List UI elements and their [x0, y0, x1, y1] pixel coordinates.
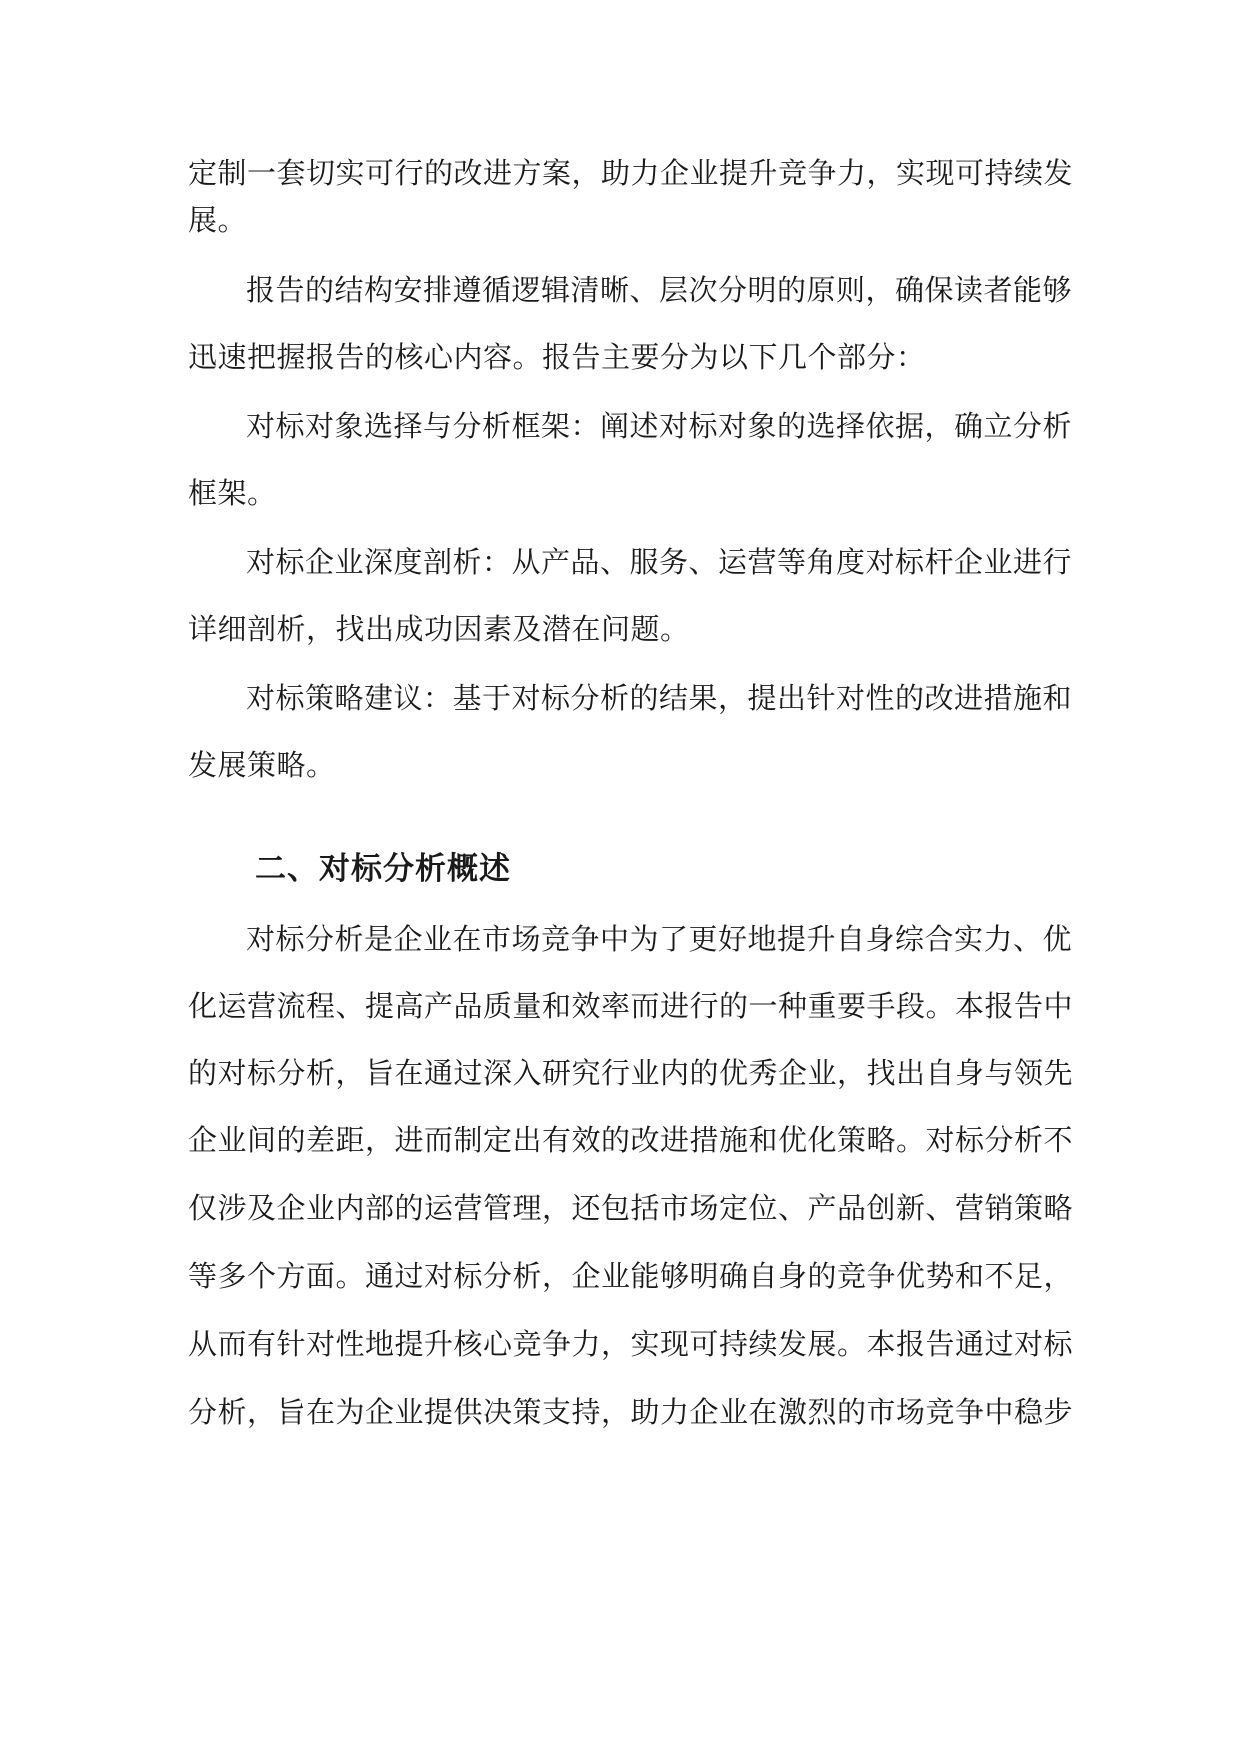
paragraph-line: 迅速把握报告的核心内容。报告主要分为以下几个部分：	[188, 340, 926, 374]
paragraph-line: 分析，旨在为企业提供决策支持，助力企业在激烈的市场竞争中稳步	[188, 1395, 1074, 1429]
paragraph-line: 框架。	[188, 476, 277, 510]
paragraph-line: 等多个方面。通过对标分析，企业能够明确自身的竞争优势和不足，	[188, 1259, 1074, 1293]
paragraph-line: 企业间的差距，进而制定出有效的改进措施和优化策略。对标分析不	[188, 1123, 1074, 1157]
paragraph-line: 仅涉及企业内部的运营管理，还包括市场定位、产品创新、营销策略	[188, 1191, 1074, 1225]
paragraph-line: 化运营流程、提高产品质量和效率而进行的一种重要手段。本报告中	[188, 989, 1074, 1023]
paragraph-line: 展。	[188, 203, 248, 237]
paragraph-line: 对标策略建议：基于对标分析的结果，提出针对性的改进措施和	[246, 681, 1073, 715]
paragraph-line: 报告的结构安排遵循逻辑清晰、层次分明的原则，确保读者能够	[246, 273, 1073, 307]
paragraph-line: 的对标分析，旨在通过深入研究行业内的优秀企业，找出自身与领先	[188, 1056, 1074, 1090]
paragraph-line: 定制一套切实可行的改进方案，助力企业提升竞争力，实现可持续发	[188, 156, 1074, 190]
paragraph-line: 对标企业深度剖析：从产品、服务、运营等角度对标杆企业进行	[246, 545, 1073, 579]
paragraph-line: 对标分析是企业在市场竞争中为了更好地提升自身综合实力、优	[246, 922, 1073, 956]
paragraph-line: 从而有针对性地提升核心竞争力，实现可持续发展。本报告通过对标	[188, 1327, 1074, 1361]
paragraph-line: 对标对象选择与分析框架：阐述对标对象的选择依据，确立分析	[246, 409, 1073, 443]
paragraph-line: 发展策略。	[188, 748, 336, 782]
paragraph-line: 详细剖析，找出成功因素及潜在问题。	[188, 612, 690, 646]
section-heading: 二、对标分析概述	[255, 851, 511, 887]
